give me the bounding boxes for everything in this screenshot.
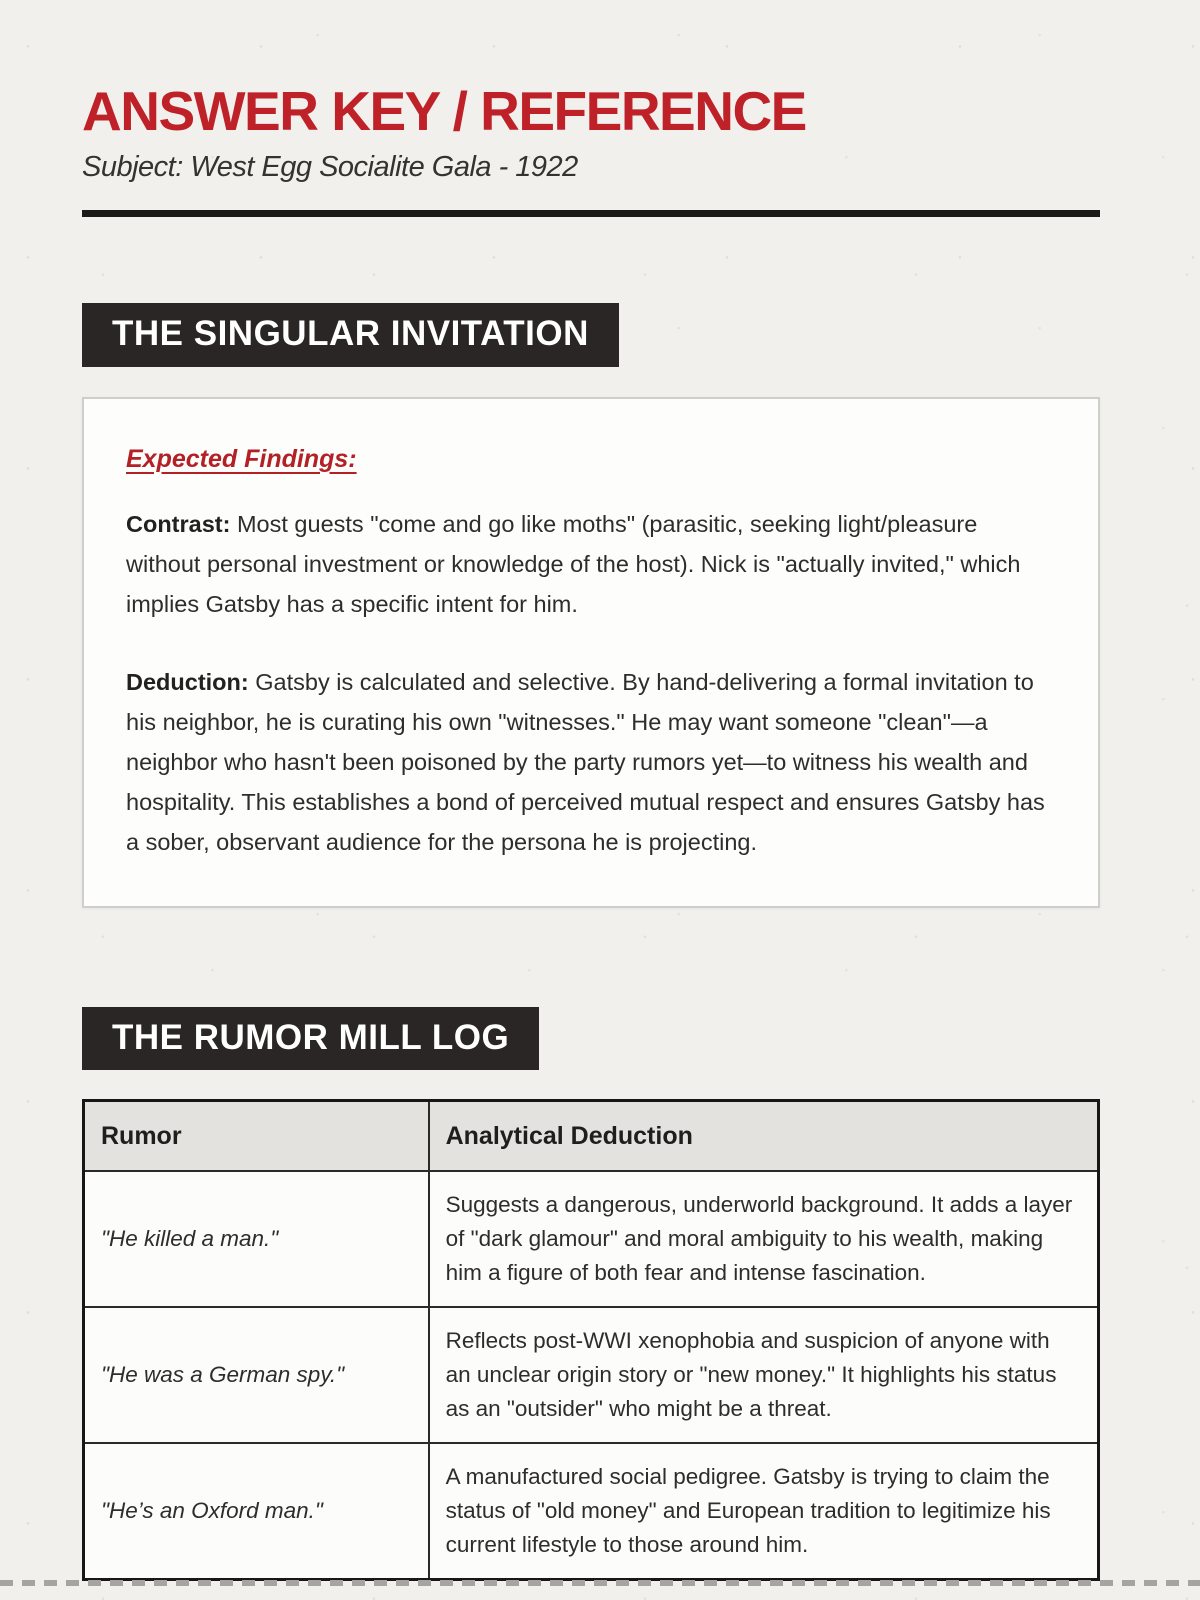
- rumor-cell: "He’s an Oxford man.": [84, 1443, 429, 1580]
- section-header-rumor-mill-log: THE RUMOR MILL LOG: [82, 1007, 539, 1071]
- rumor-cell: "He was a German spy.": [84, 1307, 429, 1443]
- table-header-row: [84, 1101, 1099, 1172]
- expected-findings-panel: [82, 397, 1100, 908]
- title-divider-rule: [82, 210, 1100, 217]
- page-title: ANSWER KEY / REFERENCE: [82, 80, 806, 142]
- expected-findings-label: Expected Findings:: [126, 444, 357, 473]
- paragraph-deduction-body: Gatsby is calculated and selective. By hand-delivering a formal invitation to his neighbor, he is curating his own "witnesses." He may want someone "clean"—a neighbor who hasn't been poisoned by the party rumors yet—to witness his wealth and hospitality. This establishes a bond of perceived mutual respect and ensures Gatsby has a sober, observant audience for the persona he is projecting.: [126, 668, 1045, 855]
- deduction-cell: A manufactured social pedigree. Gatsby is trying to claim the status of "old money" and European tradition to legitimize his current lifestyle to those around him.: [429, 1443, 1099, 1580]
- deduction-cell: Suggests a dangerous, underworld background. It adds a layer of "dark glamour" and moral ambiguity to his wealth, making him a figure of both fear and intense fascination.: [429, 1171, 1099, 1307]
- bottom-dashed-divider: [0, 1580, 1200, 1586]
- column-header-analytical-deduction: Analytical Deduction: [429, 1101, 1099, 1172]
- deduction-cell: Reflects post-WWI xenophobia and suspicion of anyone with an unclear origin story or "new money." It highlights his status as an "outsider" who might be a threat.: [429, 1307, 1099, 1443]
- table-row: [84, 1171, 1099, 1307]
- table-row: [84, 1307, 1099, 1443]
- column-header-rumor: Rumor: [84, 1101, 429, 1172]
- page-subtitle: Subject: West Egg Socialite Gala - 1922: [82, 151, 578, 183]
- paragraph-contrast-lead: Contrast:: [126, 510, 231, 537]
- table-row: [84, 1443, 1099, 1580]
- paragraph-contrast: [126, 504, 1054, 624]
- section-header-singular-invitation: THE SINGULAR INVITATION: [82, 303, 619, 367]
- paragraph-contrast-body: Most guests "come and go like moths" (parasitic, seeking light/pleasure without personal investment or knowledge of the host). Nick is "actually invited," which implies Gatsby has a specific intent for him.: [126, 510, 1021, 617]
- rumor-cell: "He killed a man.": [84, 1171, 429, 1307]
- rumor-table: [82, 1099, 1100, 1581]
- paragraph-deduction: [126, 662, 1054, 862]
- paragraph-deduction-lead: Deduction:: [126, 668, 249, 695]
